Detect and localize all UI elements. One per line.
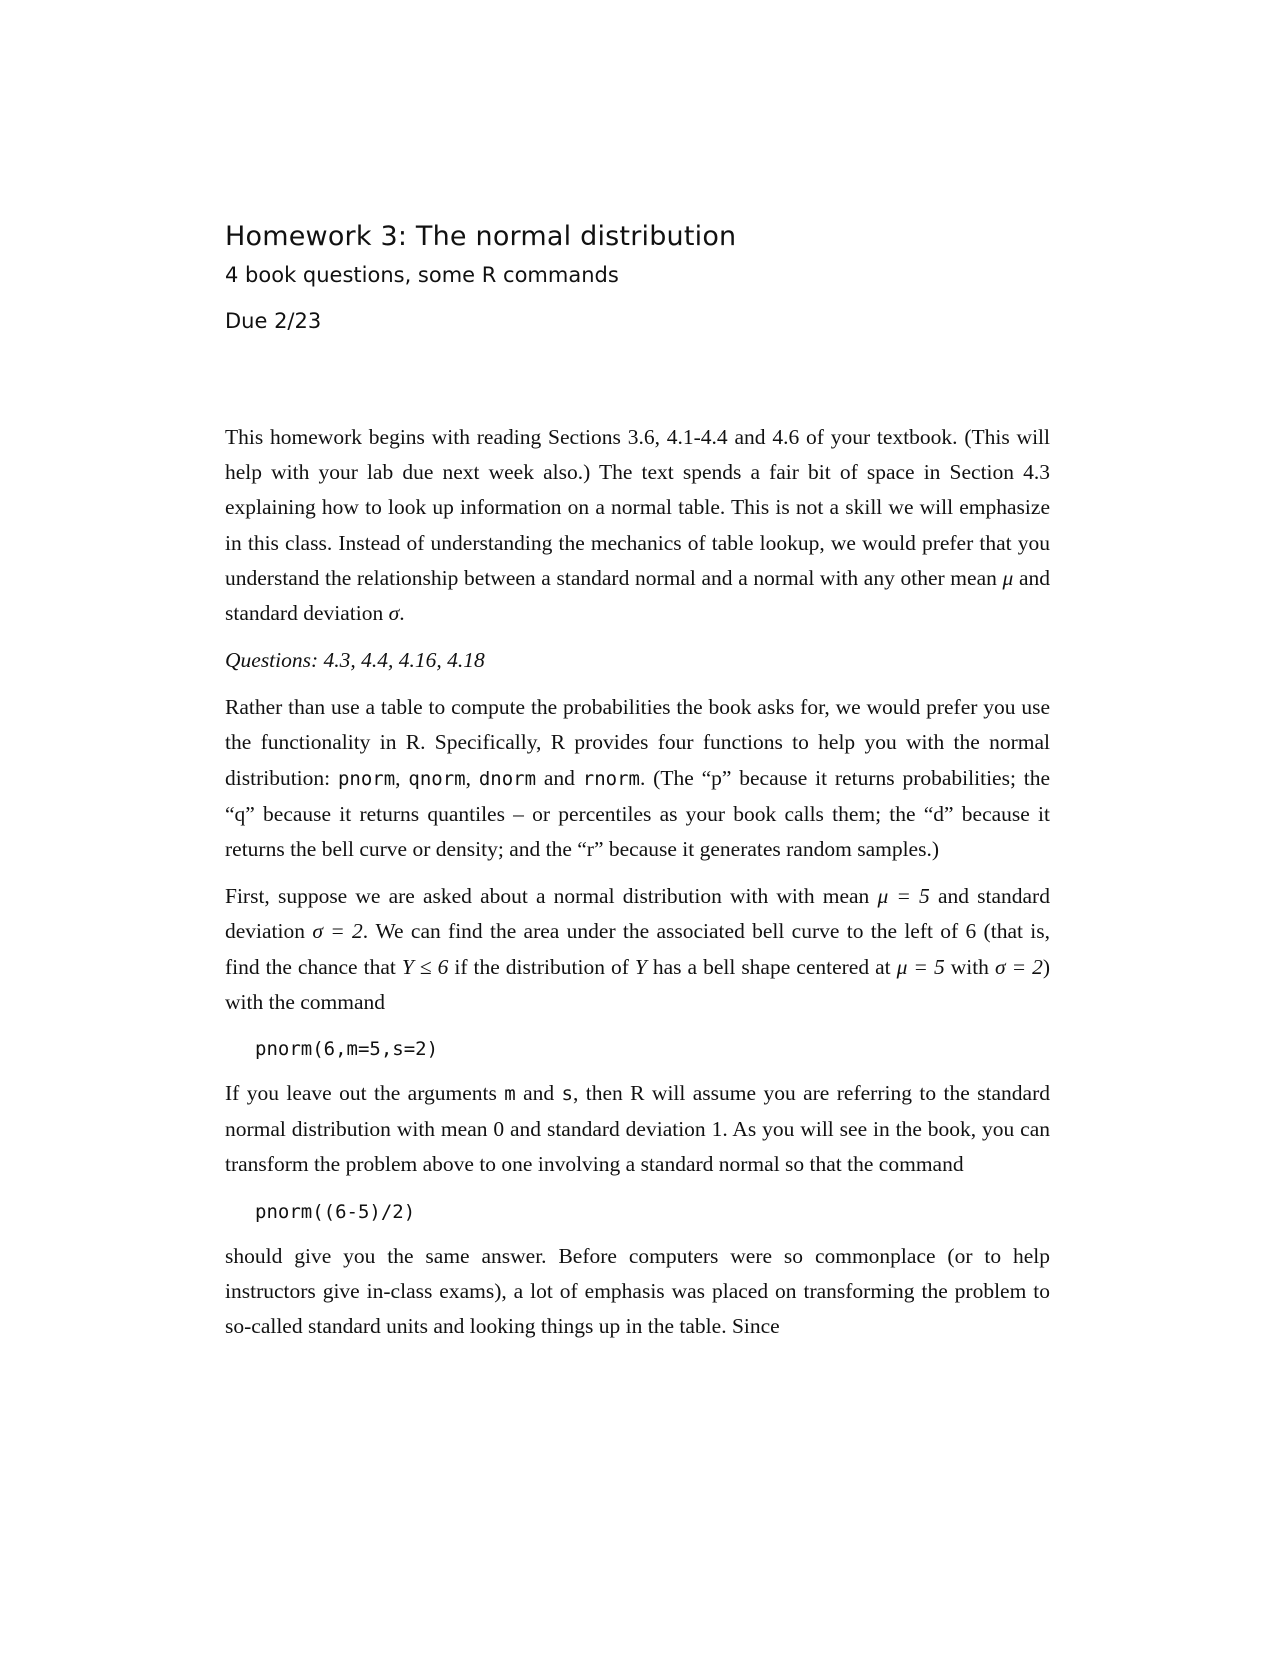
math-mu: μ	[1002, 565, 1014, 590]
r-functions-text-end: . (The “p” because it returns probabilities; the “q” because it returns quantiles – or percentiles as your book calls them; the “d” because it returns the bell curve or density; and the “r” because it generates random samples.)	[225, 765, 1051, 862]
code-block-pnorm-standard: pnorm((6-5)/2)	[255, 1200, 416, 1223]
math-y-leq: Y ≤ 6	[401, 954, 449, 979]
example-text: with	[944, 954, 995, 979]
intro-text: This homework begins with reading Sections 3.6, 4.1-4.4 and 4.6 of your textbook. (This will help with your lab due next week also.) The text spends a fair bit of space in Section 4.3 explaining how to look up information on a normal table. This is not a skill we will emphasize in this class. Instead of understanding the mechanics of table lookup, we would prefer that you understand the relationship between a standard normal and a normal with any other mean	[225, 425, 1050, 590]
intro-text-end: .	[399, 601, 405, 626]
standard-normal-paragraph	[225, 1076, 1050, 1183]
history-paragraph: should give you the same answer. Before computers were so commonplace (or to help instructors give in-class exams), a lot of emphasis was placed on transforming the problem to so-called standard units and looking things up in the table. Since	[225, 1243, 1050, 1339]
math-mu-eq: μ = 5	[896, 954, 945, 979]
example-text: if the distribution of	[448, 954, 635, 979]
example-text: . We can find the area under the associated bell curve to the left of 6 (that is, find the chance that	[225, 919, 1050, 979]
math-sigma-eq: σ = 2	[312, 919, 363, 944]
intro-text-mid: and standard deviation	[225, 565, 1050, 626]
r-functions-text: Rather than use a table to compute the probabilities the book asks for, we would prefer you use the functionality in R. Specifically, R provides four functions to help you with the normal distribution:	[225, 695, 1050, 790]
separator: ,	[395, 765, 409, 790]
math-y: Y	[634, 954, 647, 979]
intro-paragraph	[225, 420, 1050, 631]
separator: and	[536, 765, 583, 790]
standard-text: If you leave out the arguments	[225, 1081, 505, 1106]
code-block-pnorm-args: pnorm(6,m=5,s=2)	[255, 1038, 439, 1061]
page-title: Homework 3: The normal distribution	[225, 221, 737, 252]
example-text: and standard deviation	[225, 884, 1050, 944]
code-arg-s: s	[561, 1083, 573, 1106]
standard-text: and	[515, 1081, 562, 1106]
math-sigma-eq: σ = 2	[994, 954, 1043, 979]
page-subtitle: 4 book questions, some R commands	[225, 263, 619, 287]
separator: ,	[465, 765, 479, 790]
example-text: First, suppose we are asked about a normal distribution with with mean	[225, 884, 878, 909]
document-page	[225, 220, 1050, 1344]
math-sigma: σ	[388, 601, 400, 626]
code-rnorm: rnorm	[582, 767, 640, 790]
r-functions-paragraph	[225, 690, 1050, 867]
example-paragraph	[225, 879, 1050, 1020]
due-date: Due 2/23	[225, 309, 322, 333]
example-text-end: ) with the command	[225, 954, 1051, 1014]
standard-text-end: , then R will assume you are referring to the standard normal distribution with mean 0 and standard deviation 1. As you will see in the book, you can transform the problem above to one involving a standard normal so that the command	[225, 1081, 1050, 1177]
questions-line: Questions: 4.3, 4.4, 4.16, 4.18	[225, 648, 485, 673]
code-qnorm: qnorm	[408, 767, 466, 790]
example-text: has a bell shape centered at	[646, 954, 897, 979]
code-arg-m: m	[504, 1083, 516, 1106]
code-dnorm: dnorm	[478, 767, 537, 790]
math-mu-eq: μ = 5	[877, 884, 930, 909]
code-pnorm: pnorm	[337, 767, 396, 790]
